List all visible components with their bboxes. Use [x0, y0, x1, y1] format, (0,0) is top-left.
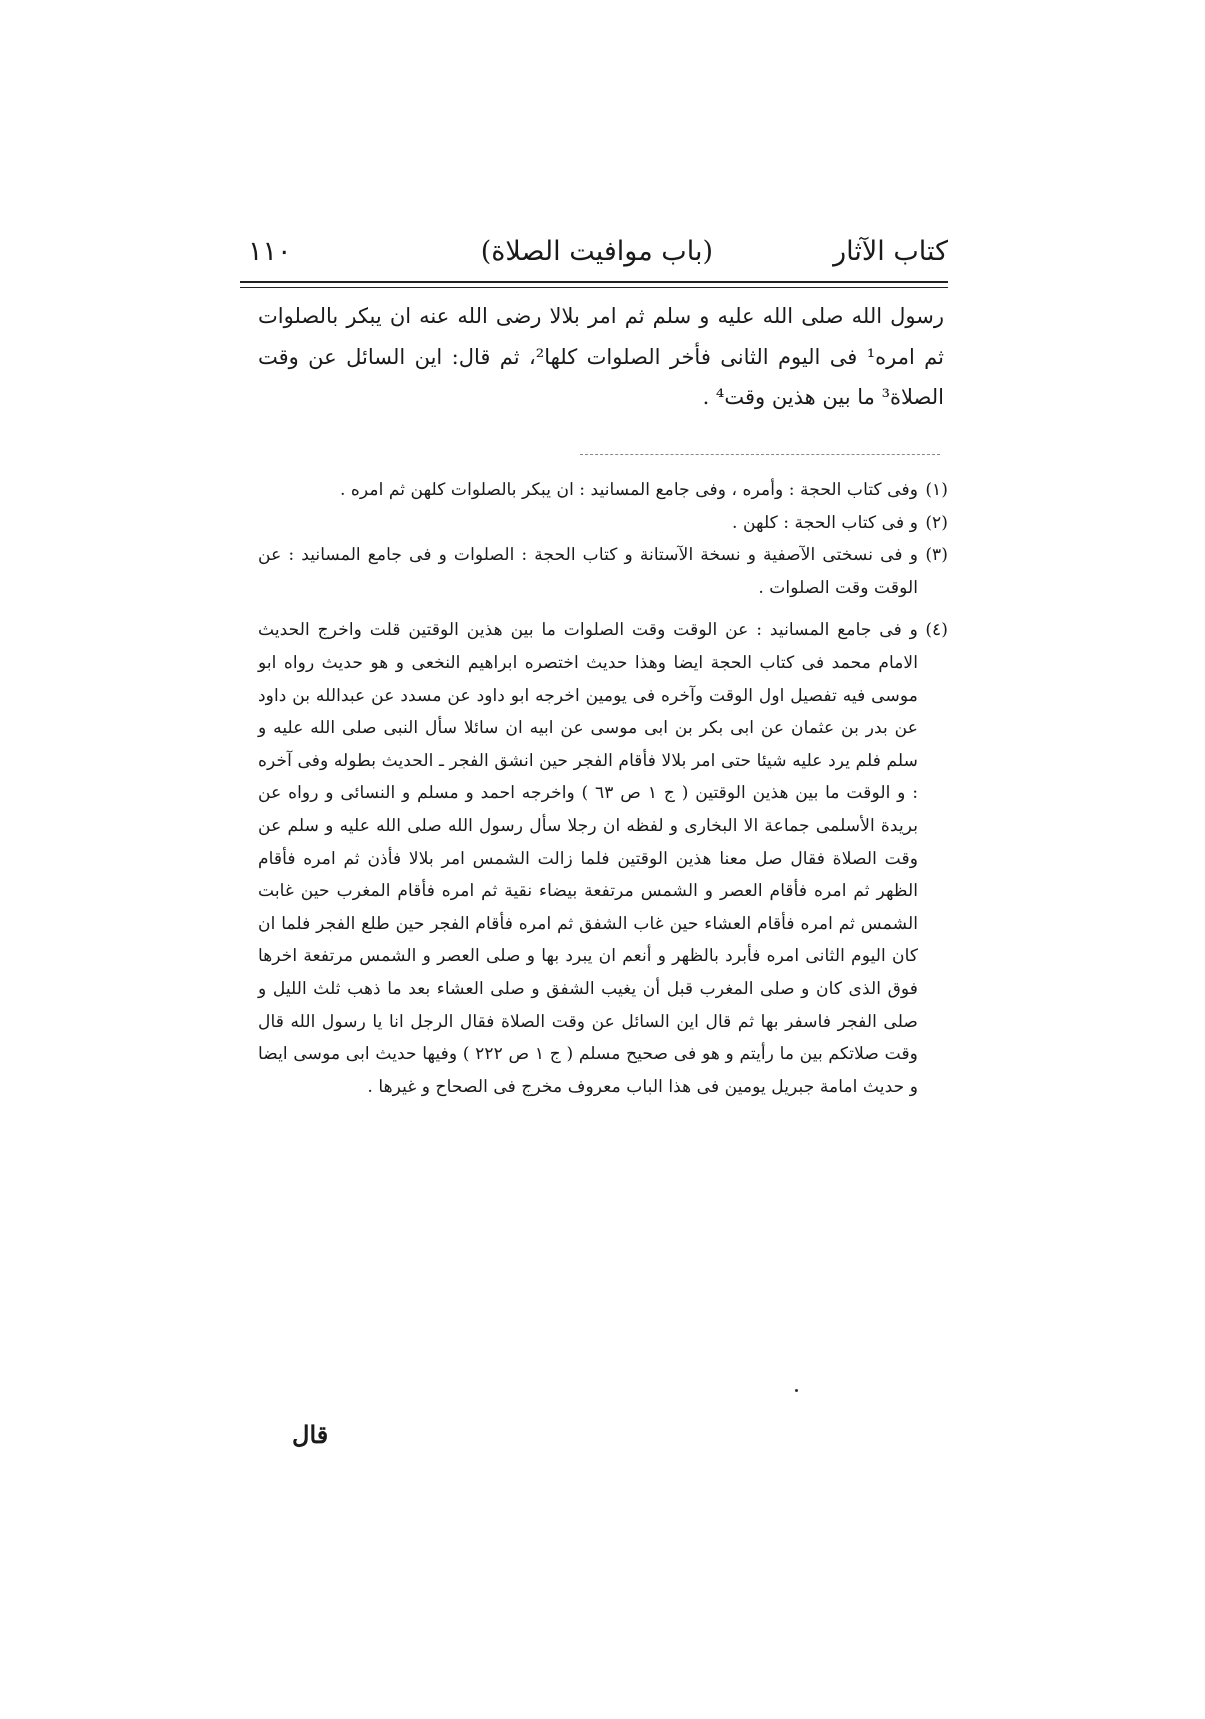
- chapter-title: (باب موافيت الصلاة): [480, 236, 713, 267]
- footnote-number: (٤): [925, 620, 948, 641]
- footnote-3: [258, 539, 948, 604]
- header-rule-thick: [240, 281, 948, 283]
- main-text: رسول الله صلى الله عليه و سلم ثم امر بلالا رضى الله عنه ان يبكر بالصلوات ثم امره¹ فى اليوم الثانى فأخر الصلوات كلها²، ثم قال: اين السائل عن وقت الصلاة³ ما بين هذين وقت⁴ .: [258, 304, 945, 409]
- footnote-text: و فى نسختى الآصفية و نسخة الآستانة و كتاب الحجة : الصلوات و فى جامع المسانيد : عن الوقت وقت الصلوات .: [258, 545, 918, 598]
- footnote-separator: [580, 454, 940, 455]
- footnote-number: (٢): [925, 512, 948, 533]
- footnote-text: وفى كتاب الحجة : وأمره ، وفى جامع المسانيد : ان يبكر بالصلوات كلهن ثم امره .: [340, 480, 918, 500]
- stray-mark: [795, 1389, 798, 1392]
- page-number: ١١٠: [248, 236, 292, 267]
- header-rule-thin: [240, 287, 948, 288]
- footnote-1: [258, 474, 948, 507]
- footnote-text: و فى كتاب الحجة : كلهن .: [732, 512, 918, 533]
- book-title: كتاب الآثار: [833, 236, 948, 267]
- page-header: [240, 232, 948, 276]
- footnote-text: و فى جامع المسانيد : عن الوقت وقت الصلوات ما بين هذين الوقتين قلت واخرج الحديث الامام محمد فى كتاب الحجة ايضا وهذا حديث اختصره ابراهيم النخعى و هو حديث رواه ابو موسى فيه تفصيل اول الوقت وآخره فى يومين اخرجه ابو داود عن مسدد عن عبدالله بن داود عن بدر بن عثمان عن ابى بكر بن ابى موسى عن ابيه ان سائلا سأل النبى صلى الله عليه و سلم فلم يرد عليه شيئا حتى امر بلالا فأقام الفجر حين انشق الفجر ـ الحديث بطوله وفى آخره : و الوقت ما بين هذين الوقتين ( ج ١ ص ٦٣ ) واخرجه احمد و مسلم و النسائى و رواه عن بريدة الأسلمى جماعة الا البخارى و لفظه ان رجلا سأل رسول الله صلى الله عليه و سلم عن وقت الصلاة فقال صل معنا هذين الوقتين فلما زالت الشمس امر بلالا فأذن ثم امره فأقام الظهر ثم امره فأقام العصر و الشمس مرتفعة بيضاء نقية ثم امره فأقام المغرب حين غابت الشمس ثم امره فأقام العشاء حين غاب الشفق ثم امره فأقام الفجر حين طلع الفجر فلما ان كان اليوم الثانى امره فأبرد بالظهر و أنعم ان يبرد بها و صلى العصر و الشمس مرتفعة اخرها فوق الذى كان و صلى المغرب قبل أن يغيب الشفق و صلى العشاء بعد ما ذهب ثلث الليل و صلى الفجر فاسفر بها ثم قال اين السائل عن وقت الصلاة فقال الرجل انا يا رسول الله قال وقت صلاتكم بين ما رأيتم و هو فى صحيح مسلم ( ج ١ ص ٢٢٢ ) وفيها حديث ابى موسى ايضا و حديث امامة جبريل يومين فى هذا الباب معروف مخرج فى الصحاح و غيرها .: [258, 620, 918, 1097]
- footnote-4: [258, 614, 948, 1103]
- footnote-number: (١): [925, 480, 948, 500]
- footnote-2: [258, 507, 948, 540]
- footnotes: [258, 474, 948, 1103]
- catchword: قال: [292, 1420, 329, 1449]
- footnote-number: (٣): [925, 545, 948, 566]
